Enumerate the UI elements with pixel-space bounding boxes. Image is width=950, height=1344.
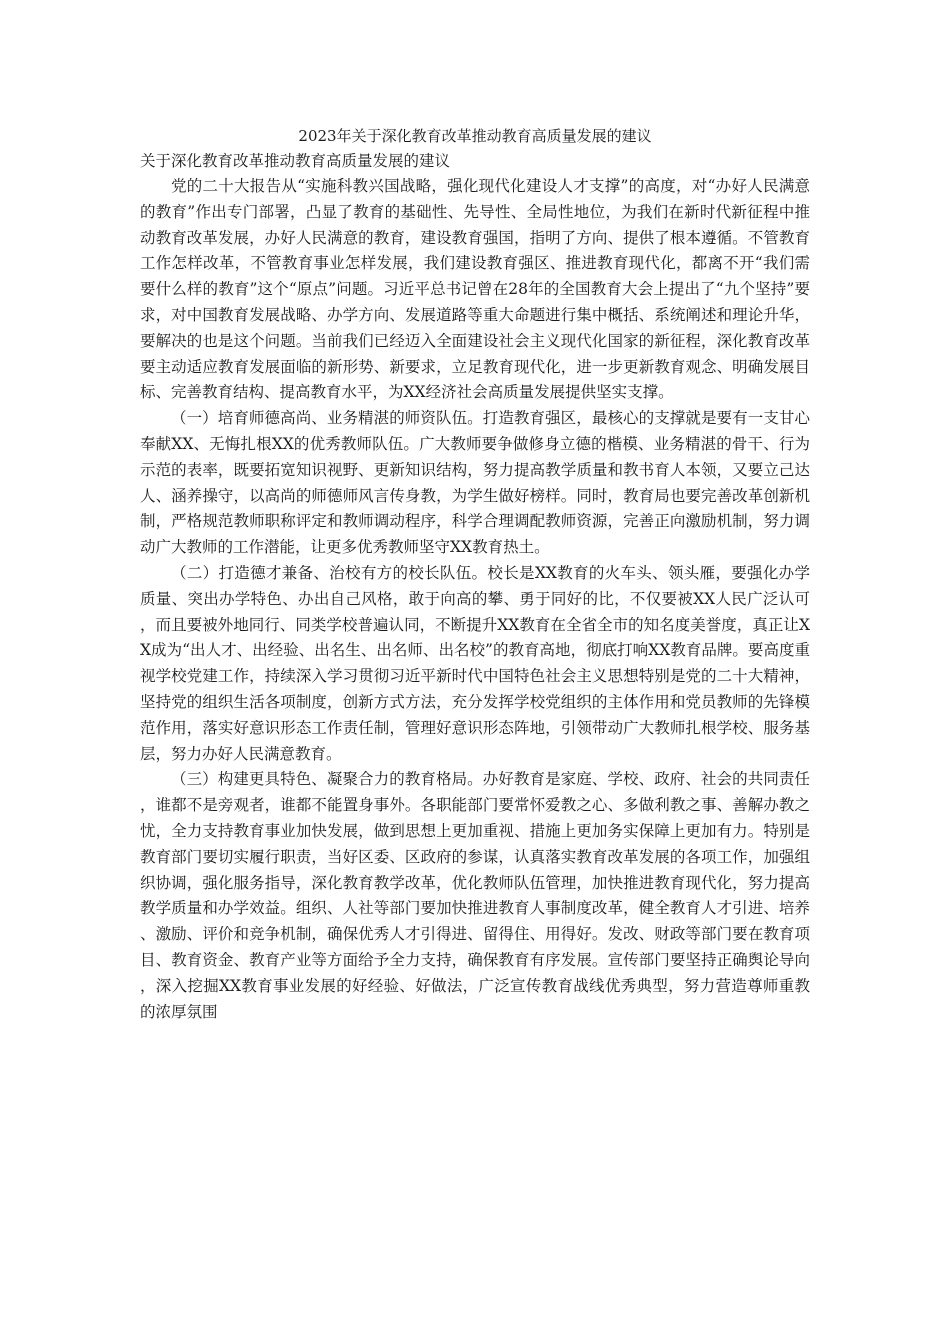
- paragraph-education-pattern: （三）构建更具特色、凝聚合力的教育格局。办好教育是家庭、学校、政府、社会的共同责任，谁都不是旁观者，谁都不能置身事外。各职能部门要常怀爱教之心、多做利教之事、善解办教之忧，全力支持教育事业加快发展，做到思想上更加重视、措施上更加务实保障上更加有力。特别是教育部门要切实履行职责，当好区委、区政府的参谋，认真落实教育改革发展的各项工作，加强组织协调，强化服务指导，深化教育教学改革，优化教师队伍管理，加快推进教育现代化，努力提高教学质量和办学效益。组织、人社等部门要加快推进教育人事制度改革，健全教育人才引进、培养、激励、评价和竞争机制，确保优秀人才引得进、留得住、用得好。发改、财政等部门要在教育项目、教育资金、教育产业等方面给予全力支持，确保教育有序发展。宣传部门要坚持正确舆论导向，深入挖掘XX教育事业发展的好经验、好做法，广泛宣传教育战线优秀典型，努力营造尊师重教的浓厚氛围: [140, 770, 810, 1021]
- document-title: 2023年关于深化教育改革推动教育高质量发展的建议: [298, 127, 652, 145]
- paragraph-principals: （二）打造德才兼备、治校有方的校长队伍。校长是XX教育的火车头、领头雁，要强化办学质量、突出办学特色、办出自己风格，敢于向高的攀、勇于同好的比，不仅要被XX人民广泛认可，而且要被外地同行、同类学校普遍认同，不断提升XX教育在全省全市的知名度美誉度，真正让XX成为“出人才、出经验、出名生、出名师、出名校”的教育高地，彻底打响XX教育品牌。要高度重视学校党建工作，持续深入学习贯彻习近平新时代中国特色社会主义思想特别是党的二十大精神，坚持党的组织生活各项制度，创新方式方法，充分发挥学校党组织的主体作用和党员教师的先锋模范作用，落实好意识形态工作责任制，管理好意识形态阵地，引领带动广大教师扎根学校、服务基层，努力办好人民满意教育。: [140, 563, 810, 763]
- paragraph-intro: 党的二十大报告从“实施科教兴国战略，强化现代化建设人才支撑”的高度，对“办好人民满意的教育”作出专门部署，凸显了教育的基础性、先导性、全局性地位，为我们在新时代新征程中推动教育改革发展，办好人民满意的教育，建设教育强国，指明了方向、提供了根本遵循。不管教育工作怎样改革，不管教育事业怎样发展，我们建设教育强区、推进教育现代化，都离不开“我们需要什么样的教育”这个“原点”问题。习近平总书记曾在28年的全国教育大会上提出了“九个坚持”要求，对中国教育发展战略、办学方向、发展道路等重大命题进行集中概括、系统阐述和理论升华，要解决的也是这个问题。当前我们已经迈入全面建设社会主义现代化国家的新征程，深化教育改革要主动适应教育发展面临的新形势、新要求，立足教育现代化，进一步更新教育观念、明确发展目标、完善教育结构、提高教育水平，为XX经济社会高质量发展提供坚实支撑。: [140, 177, 810, 402]
- document-body: [140, 174, 810, 1025]
- paragraph-teachers: （一）培育师德高尚、业务精湛的师资队伍。打造教育强区，最核心的支撑就是要有一支甘心奉献XX、无悔扎根XX的优秀教师队伍。广大教师要争做修身立德的楷模、业务精湛的骨干、行为示范的表率，既要拓宽知识视野、更新知识结构，努力提高教学质量和教书育人本领，又要立己达人、涵养操守，以高尚的师德师风言传身教，为学生做好榜样。同时，教育局也要完善改革创新机制，严格规范教师职称评定和教师调动程序，科学合理调配教师资源，完善正向激励机制，努力调动广大教师的工作潜能，让更多优秀教师坚守XX教育热土。: [140, 409, 810, 557]
- document-subtitle: 关于深化教育改革推动教育高质量发展的建议: [140, 152, 451, 170]
